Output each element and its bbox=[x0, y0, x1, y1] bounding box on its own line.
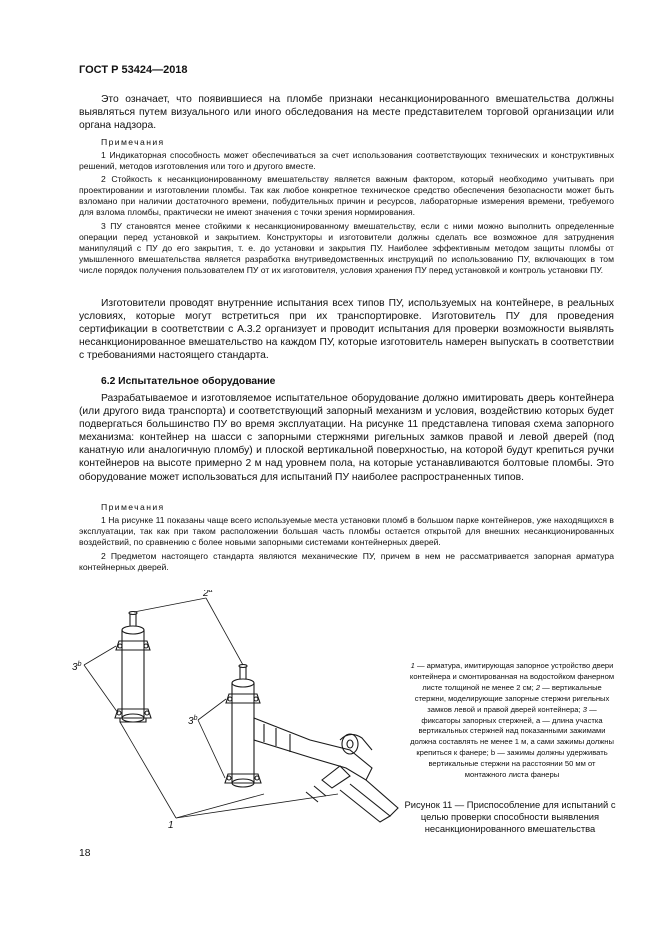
note-2-1: 1 На рисунке 11 показаны чаще всего используемые места установки пломб в большом парке контейнеров, уже находящихся в эксплуатации, так как при таком расположении большая часть пломбы остается открытой для внешних несанкционированных воздействий, по сравнению с более новыми запорными системами контейнерных дверей. bbox=[79, 515, 614, 548]
note-1-3: 3 ПУ становятся менее стойкими к несанкционированному вмешательству, если с ними можно выполнить определенные операции перед установкой и закрытием. Конструкторы и изготовители должны сделать все возможное для затруднения манипуляций с ПУ до его закрытия, т. е. до установки и закрытия ПУ. Наиболее эффективным методом защиты пломбы от умышленного вмешательства является разработка внутриведомственных инструкций по использованию ПУ, включающих в том числе порядок получения пользователем ПУ от их изготовителя, условия хранения ПУ перед установкой и контроль установки ПУ. bbox=[79, 221, 614, 276]
callout-1: 1 bbox=[168, 820, 174, 831]
note-2-2: 2 Предметом настоящего стандарта являются механические ПУ, причем в нем не рассматривается запорная арматура контейнерных дверей. bbox=[79, 551, 614, 573]
handle-arm bbox=[254, 718, 398, 822]
callout-3-right: 3$^b$ bbox=[188, 715, 198, 727]
left-rod bbox=[115, 612, 151, 723]
notes-heading-2: Примечания bbox=[101, 502, 165, 512]
note-1-1: 1 Индикаторная способность может обеспечиваться за счет использования соответствующих технических и конструктивных решений, методов изготовления или того и другого вместе. bbox=[79, 150, 614, 172]
notes-heading-1: Примечания bbox=[101, 137, 165, 147]
page-number: 18 bbox=[79, 848, 91, 859]
fixture-illustration bbox=[50, 590, 410, 850]
note-1-2: 2 Стойкость к несанкционированному вмешательству является важным фактором, который необходимо учитывать при проектировании и изготовлении пломбы. Так как любое конкретное техническое средство обеспечения безопасности может быть взломано при наличии достаточного времени, побудительных причин и ресурсов, лабораторные измерения времени, требуемого для взлома пломбы, практически не имеют значения с точки зрения нормирования. bbox=[79, 174, 614, 218]
figure-caption: Рисунок 11 — Приспособление для испытаний с целью проверки способности выявления несанкционированного вмешательства bbox=[404, 799, 616, 835]
right-rod bbox=[225, 665, 261, 788]
section-title: 6.2 Испытательное оборудование bbox=[101, 376, 276, 387]
section-paragraph: Разрабатываемое и изготовляемое испытательное оборудование должно имитировать дверь контейнера (или другого вида транспорта) и соответствующий запорный механизм и условия, воздействию которых будет подвергаться большинство ПУ во время эксплуатации. На рисунке 11 представлена типовая схема запорного механизма: контейнер на шасси с запорными стержнями ригельных замков правой и левой дверей (под канатную или аналогичную пломбу) и плоской вертикальной поверхностью, на которой будут крепиться ручки контейнеров на высоте примерно 2 м над уровнем пола, на которые устанавливаются болтовые пломбы. Это оборудование может использоваться для испытаний ПУ наиболее распространенных типов. bbox=[79, 393, 614, 483]
document-id: ГОСТ Р 53424—2018 bbox=[79, 64, 188, 76]
callout-3-left: 3$^b$ bbox=[72, 661, 82, 673]
manufacturers-paragraph: Изготовители проводят внутренние испытания всех типов ПУ, используемых на контейнере, в реальных условиях, которые могут встретиться при их транспортировке. Изготовитель ПУ для проведения сертификации в соответствии с А.3.2 организует и проводит испытания для проверки возможности выявлять несанкционированное вмешательство на каждом ПУ, которые изготовитель намерен выпускать в соответствии с требованиями настоящего стандарта. bbox=[79, 298, 614, 362]
callout-2: 2$^a$ bbox=[203, 590, 213, 599]
intro-paragraph: Это означает, что появившиеся на пломбе признаки несанкционированного вмешательства должны выявляться путем визуального или иного обследования на месте представителем торговой организации или органа надзора. bbox=[79, 94, 614, 132]
figure-11-drawing bbox=[50, 590, 410, 850]
figure-legend: 1 — арматура, имитирующая запорное устройство двери контейнера и смонтированная на водостойком фанерном листе толщиной не менее 2 см; 2 — вертикальные стержни, моделирующие запорные стержни ригельных замков левой и правой дверей контейнера; 3 — фиксаторы запорных стержней, a — длина участка вертикальных стержней над показанными зажимами должна составлять не менее 1 м, а сами зажимы должны крепиться к фанере; b — зажимы должны удерживать вертикальные стержни на расстоянии 50 мм от монтажного листа фанеры bbox=[409, 661, 615, 780]
